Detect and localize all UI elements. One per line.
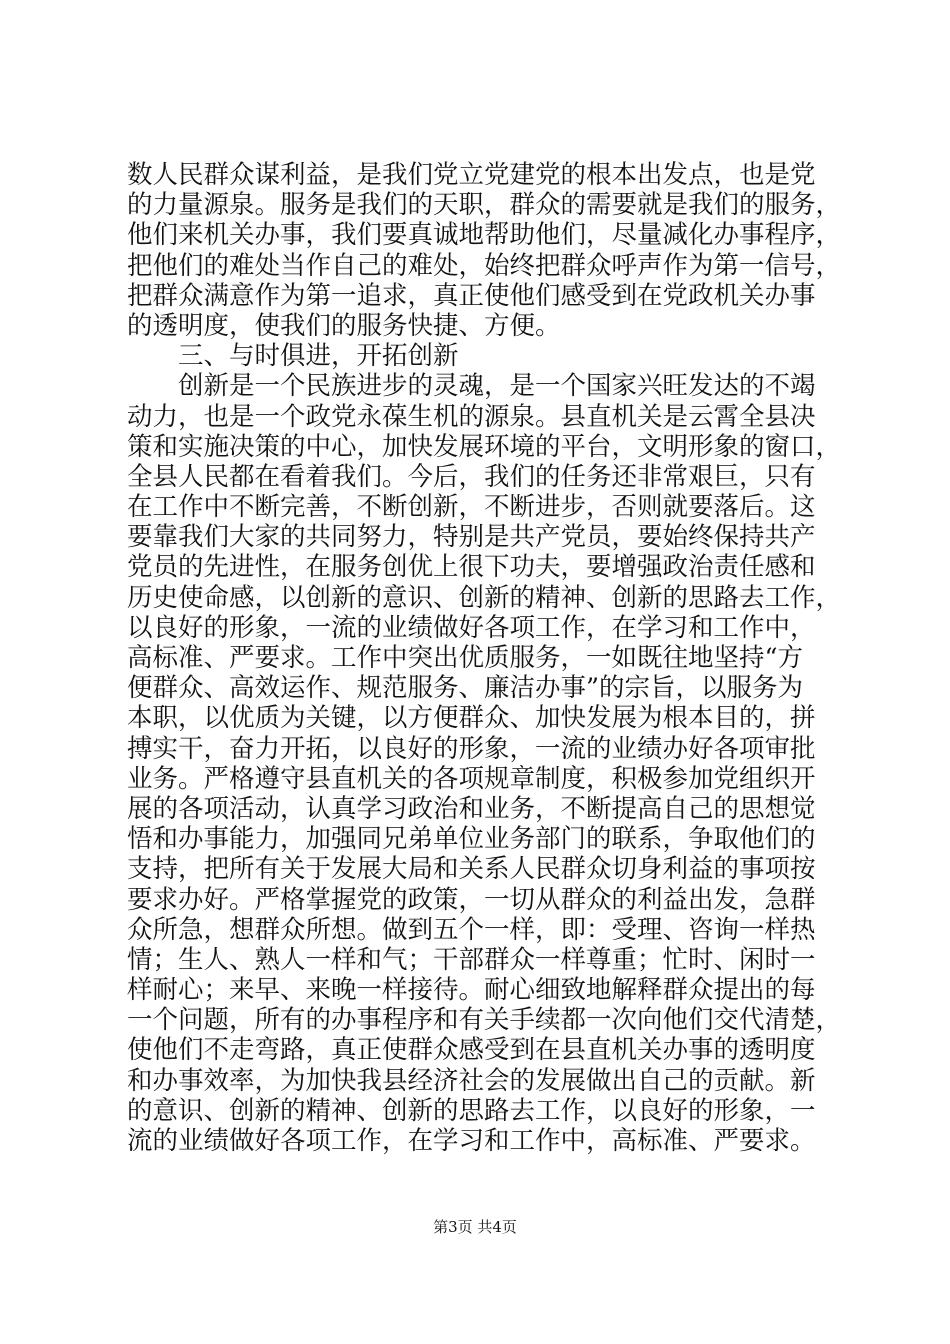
text-line: 使他们不走弯路，真正使群众感受到在县直机关办事的透明度 xyxy=(127,1035,816,1066)
text-line: 便群众、高效运作、规范服务、廉洁办事”的宗旨，以服务为 xyxy=(127,673,804,704)
text-line: 他们来机关办事，我们要真诚地帮助他们，尽量减化办事程序， xyxy=(127,220,842,251)
text-line: 全县人民都在看着我们。今后，我们的任务还非常艰巨，只有 xyxy=(127,461,816,492)
text-line: 和办事效率，为加快我县经济社会的发展做出自己的贡献。新 xyxy=(127,1065,816,1096)
text-line: 的意识、创新的精神、创新的思路去工作，以良好的形象，一 xyxy=(127,1095,816,1126)
text-line: 在工作中不断完善，不断创新，不断进步，否则就要落后。这 xyxy=(127,492,816,523)
text-line: 展的各项活动，认真学习政治和业务，不断提高自己的思想觉 xyxy=(127,793,816,824)
text-line: 党员的先进性，在服务创优上很下功夫，要增强政治责任感和 xyxy=(127,552,816,583)
text-line: 高标准、严要求。工作中突出优质服务，一如既往地坚持“方 xyxy=(127,643,804,673)
text-line: 本职，以优质为关键，以方便群众、加快发展为根本目的，拼 xyxy=(127,703,816,734)
text-line: 业务。严格遵守县直机关的各项规章制度，积极参加党组织开 xyxy=(127,763,816,794)
text-line: 要靠我们大家的共同努力，特别是共产党员，要始终保持共产 xyxy=(127,522,816,553)
text-line: 历史使命感，以创新的意识、创新的精神、创新的思路去工作， xyxy=(127,582,842,613)
paragraph-first-line: 创新是一个民族进步的灵魂，是一个国家兴旺发达的不竭 xyxy=(178,371,816,402)
text-line: 要求办好。严格掌握党的政策，一切从群众的利益出发，急群 xyxy=(127,884,816,915)
text-line: 策和实施决策的中心，加快发展环境的平台，文明形象的窗口， xyxy=(127,431,842,462)
page-number-footer: 第3页 共4页 xyxy=(433,1218,517,1236)
text-line: 支持，把所有关于发展大局和关系人民群众切身利益的事项按 xyxy=(127,854,816,885)
text-line: 的透明度，使我们的服务快捷、方便。 xyxy=(127,310,561,341)
text-line: 悟和办事能力，加强同兄弟单位业务部门的联系，争取他们的 xyxy=(127,824,816,855)
text-line: 众所急，想群众所想。做到五个一样，即：受理、咨询一样热 xyxy=(127,914,816,945)
text-line: 动力，也是一个政党永葆生机的源泉。县直机关是云霄全县决 xyxy=(127,401,816,432)
text-line: 把群众满意作为第一追求，真正使他们感受到在党政机关办事 xyxy=(127,280,816,311)
text-line: 的力量源泉。服务是我们的天职，群众的需要就是我们的服务， xyxy=(127,190,842,221)
section-heading: 三、与时俱进，开拓创新 xyxy=(178,341,459,372)
text-line: 把他们的难处当作自己的难处，始终把群众呼声作为第一信号， xyxy=(127,250,842,281)
text-line: 一个问题，所有的办事程序和有关手续都一次向他们交代清楚， xyxy=(127,1005,842,1036)
text-line: 流的业绩做好各项工作，在学习和工作中，高标准、严要求。 xyxy=(127,1126,816,1156)
text-line: 数人民群众谋利益，是我们党立党建党的根本出发点，也是党 xyxy=(127,160,816,190)
body-text xyxy=(127,160,857,1156)
text-line: 样耐心；来早、来晚一样接待。耐心细致地解释群众提出的每 xyxy=(127,975,816,1006)
text-line: 以良好的形象，一流的业绩做好各项工作，在学习和工作中， xyxy=(127,612,816,643)
text-line: 搏实干，奋力开拓，以良好的形象，一流的业绩办好各项审批 xyxy=(127,733,816,764)
text-line: 情；生人、熟人一样和气；干部群众一样尊重；忙时、闲时一 xyxy=(127,944,816,975)
